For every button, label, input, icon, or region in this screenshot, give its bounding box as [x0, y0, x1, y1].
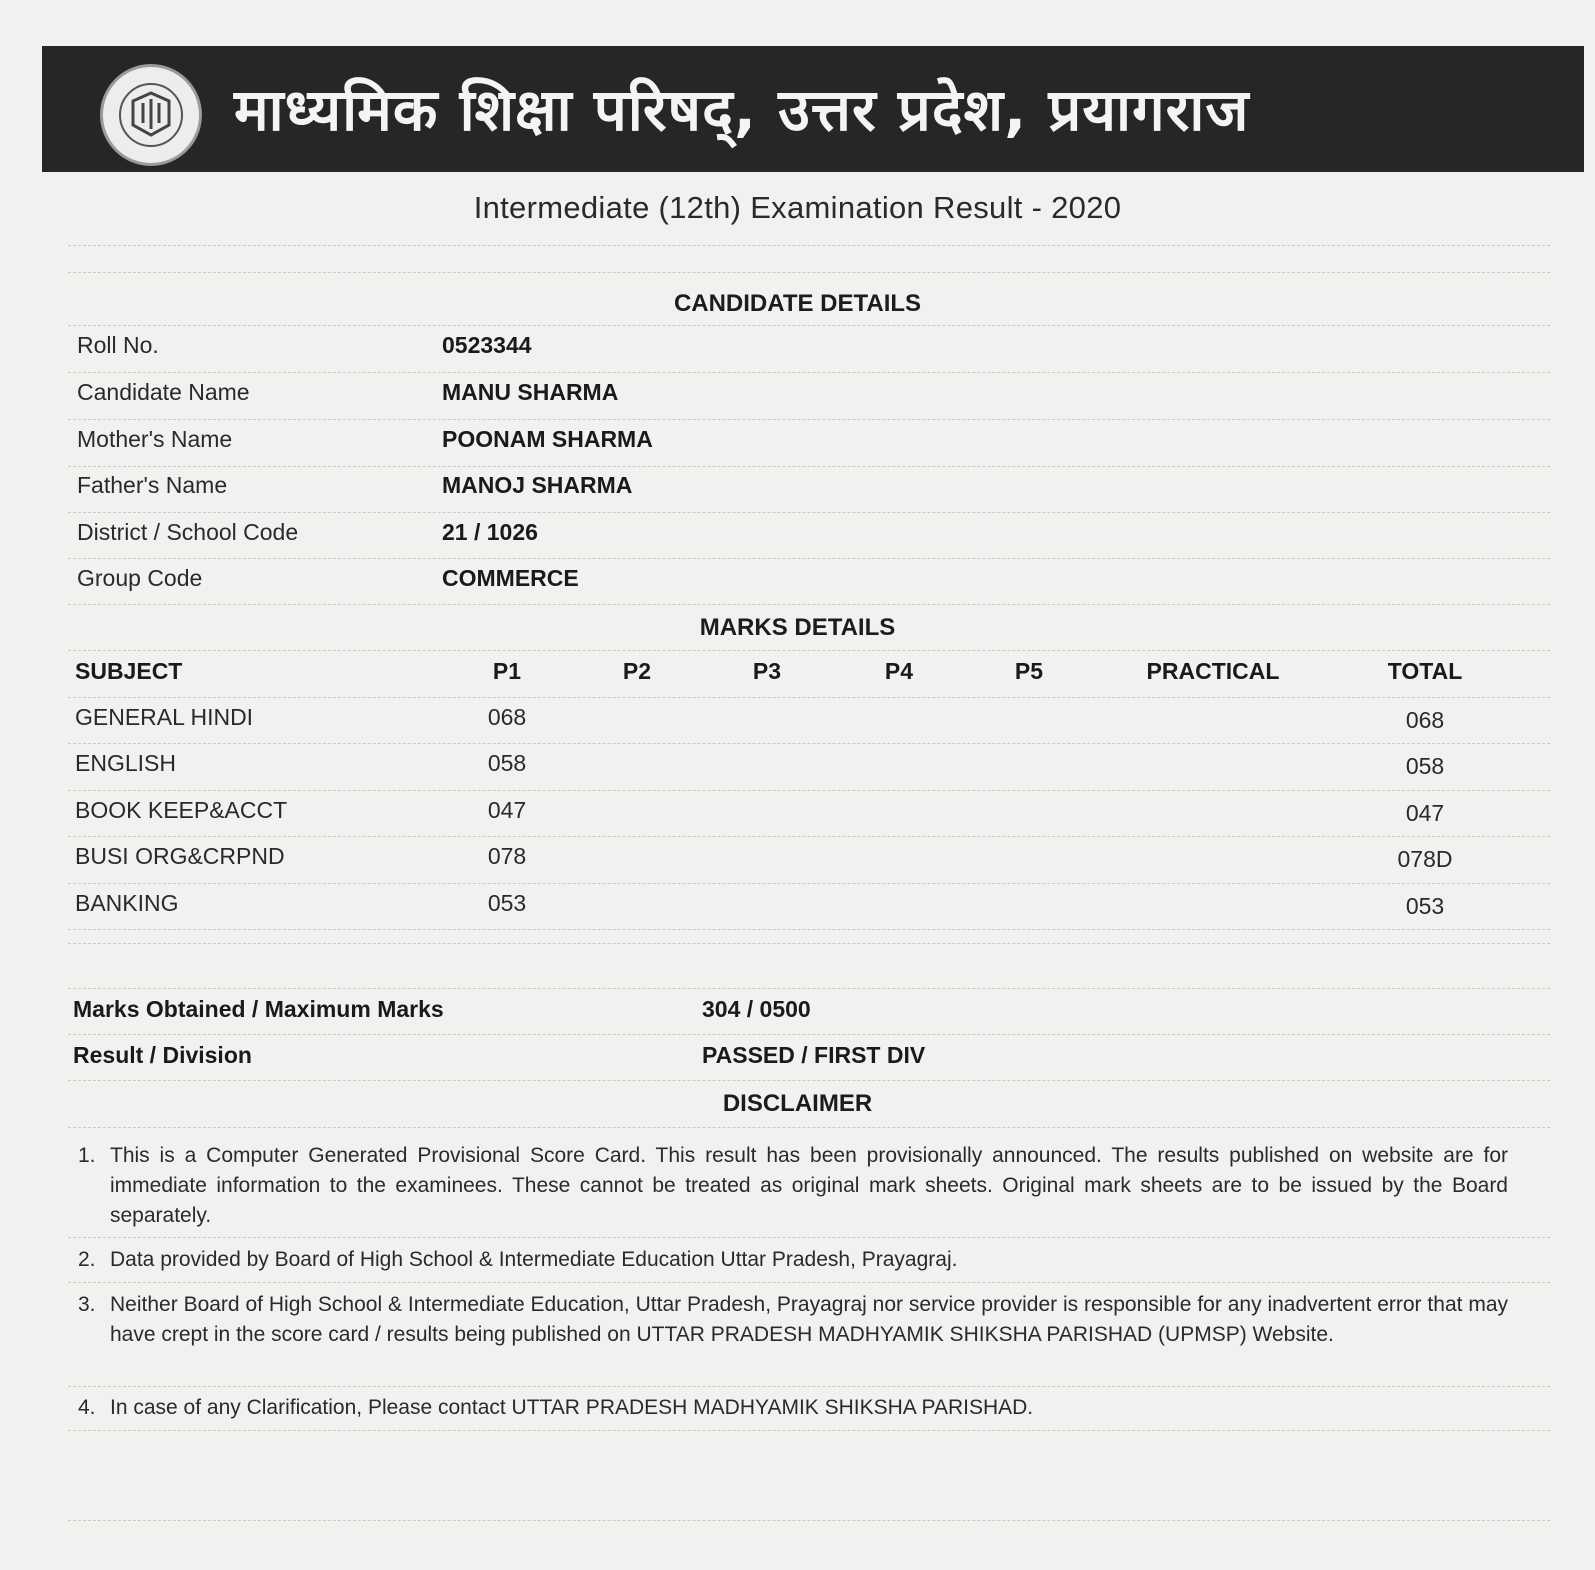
exam-title: Intermediate (12th) Examination Result - 2020 — [473, 190, 1122, 225]
column-header-p4: P4 — [884, 658, 914, 684]
table-row — [0, 843, 1595, 883]
divider — [68, 650, 1550, 651]
subject-cell: GENERAL HINDI — [75, 704, 254, 730]
disclaimer-item — [78, 1245, 1508, 1275]
board-name: माध्यमिक शिक्षा परिषद्, उत्तर प्रदेश, प्रयागराज — [234, 76, 1250, 144]
divider — [68, 1237, 1550, 1238]
field-label: Candidate Name — [77, 379, 250, 405]
disclaimer-number: 3. — [78, 1293, 96, 1316]
divider — [68, 1520, 1550, 1521]
table-row — [0, 750, 1595, 790]
marks-obtained-value: 304 / 0500 — [702, 996, 811, 1022]
disclaimer-text: This is a Computer Generated Provisional Score Card. This result has been provisionally announced. The results published on website are for immediate information to the examinees. These cannot be treated as original mark sheets. Original mark sheets are to be issued by the Board separately. — [110, 1144, 1508, 1227]
column-header-p5: P5 — [1014, 658, 1044, 684]
divider — [68, 604, 1550, 605]
column-header-p1: P1 — [492, 658, 522, 684]
column-header-p2: P2 — [622, 658, 652, 684]
disclaimer-heading: DISCLAIMER — [722, 1090, 873, 1117]
total-cell: 078D — [1397, 846, 1453, 872]
p1-cell: 068 — [487, 704, 527, 730]
divider — [68, 1386, 1550, 1387]
divider — [68, 988, 1550, 989]
marks-details-heading: MARKS DETAILS — [699, 614, 896, 641]
subject-cell: BOOK KEEP&ACCT — [75, 797, 288, 823]
candidate-row-mother — [0, 426, 1595, 466]
field-label: District / School Code — [77, 519, 299, 545]
header-banner — [42, 46, 1584, 172]
column-header-total: TOTAL — [1387, 658, 1463, 684]
disclaimer-number: 4. — [78, 1396, 96, 1419]
divider — [68, 1034, 1550, 1035]
field-value: POONAM SHARMA — [442, 426, 653, 452]
subject-cell: BUSI ORG&CRPND — [75, 843, 285, 869]
field-label: Roll No. — [77, 332, 159, 358]
result-division-row — [0, 1042, 1595, 1082]
disclaimer-number: 2. — [78, 1248, 96, 1271]
divider — [68, 1127, 1550, 1128]
disclaimer-text: Data provided by Board of High School & Intermediate Education Uttar Pradesh, Prayagraj. — [110, 1248, 958, 1271]
column-header-subject: SUBJECT — [75, 658, 183, 684]
total-cell: 068 — [1405, 707, 1445, 733]
candidate-row-name — [0, 379, 1595, 419]
divider — [68, 558, 1550, 559]
disclaimer-item — [78, 1393, 1508, 1423]
table-row — [0, 704, 1595, 744]
divider — [68, 325, 1550, 326]
field-value: MANOJ SHARMA — [442, 472, 633, 498]
result-division-value: PASSED / FIRST DIV — [702, 1042, 926, 1068]
table-row — [0, 890, 1595, 930]
divider — [68, 512, 1550, 513]
disclaimer-text: In case of any Clarification, Please contact UTTAR PRADESH MADHYAMIK SHIKSHA PARISHAD. — [110, 1396, 1034, 1419]
up-government-seal-icon — [100, 64, 202, 166]
marks-obtained-label: Marks Obtained / Maximum Marks — [73, 996, 444, 1022]
table-row — [0, 797, 1595, 837]
total-cell: 047 — [1405, 800, 1445, 826]
candidate-row-district-school — [0, 519, 1595, 559]
divider — [68, 372, 1550, 373]
subject-cell: BANKING — [75, 890, 179, 916]
marks-table-header — [0, 658, 1595, 698]
disclaimer-number: 1. — [78, 1144, 96, 1167]
marks-summary-row — [0, 996, 1595, 1036]
divider — [68, 790, 1550, 791]
divider — [68, 419, 1550, 420]
field-value: COMMERCE — [442, 565, 579, 591]
disclaimer-item — [78, 1141, 1508, 1231]
divider — [68, 1080, 1550, 1081]
field-value: 21 / 1026 — [442, 519, 538, 545]
divider — [68, 697, 1550, 698]
total-cell: 053 — [1405, 893, 1445, 919]
divider — [68, 943, 1550, 944]
candidate-row-roll-no — [0, 332, 1595, 372]
subject-cell: ENGLISH — [75, 750, 176, 776]
candidate-row-father — [0, 472, 1595, 512]
result-division-label: Result / Division — [73, 1042, 252, 1068]
total-cell: 058 — [1405, 753, 1445, 779]
column-header-p3: P3 — [752, 658, 782, 684]
divider — [68, 836, 1550, 837]
column-header-practical: PRACTICAL — [1146, 658, 1280, 684]
divider — [68, 466, 1550, 467]
p1-cell: 058 — [487, 750, 527, 776]
divider — [68, 1282, 1550, 1283]
p1-cell: 053 — [487, 890, 527, 916]
divider — [68, 883, 1550, 884]
field-value: 0523344 — [442, 332, 532, 358]
field-label: Father's Name — [77, 472, 228, 498]
p1-cell: 078 — [487, 843, 527, 869]
divider — [68, 272, 1550, 273]
field-label: Mother's Name — [77, 426, 233, 452]
divider — [68, 245, 1550, 246]
disclaimer-item — [78, 1290, 1508, 1350]
field-label: Group Code — [77, 565, 203, 591]
disclaimer-text: Neither Board of High School & Intermediate Education, Uttar Pradesh, Prayagraj nor service provider is responsible for any inadvertent error that may have crept in the score card / results being published on UTTAR PRADESH MADHYAMIK SHIKSHA PARISHAD (UPMSP) Website. — [110, 1293, 1508, 1346]
divider — [68, 743, 1550, 744]
candidate-details-heading: CANDIDATE DETAILS — [673, 290, 922, 317]
field-value: MANU SHARMA — [442, 379, 619, 405]
divider — [68, 929, 1550, 930]
p1-cell: 047 — [487, 797, 527, 823]
divider — [68, 1430, 1550, 1431]
candidate-row-group-code — [0, 565, 1595, 605]
